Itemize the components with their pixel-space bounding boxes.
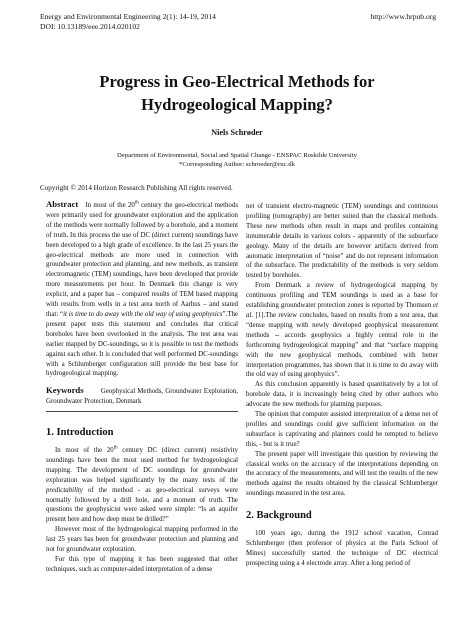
intro-paragraph-2: However most of the hydrogeological mapping performed in the last 25 years has been for groundwater protection and planning and not for groundwater exploration. xyxy=(46,526,238,554)
abstract-quote: it is time to do away with the old way of using geophysics xyxy=(63,310,223,318)
section-heading-background: 2. Background xyxy=(246,510,312,522)
section-heading-introduction: 1. Introduction xyxy=(46,427,114,439)
keywords-paragraph xyxy=(46,386,238,407)
title-line-1: Progress in Geo-Electrical Methods for xyxy=(99,72,375,91)
affiliation-block xyxy=(0,151,474,169)
corresponding-author: *Corresponding Author: schroeder@ruc.dk xyxy=(179,161,295,168)
intro-p1-text-c: of the method - as geo-electrical surveys were normally followed by a drill hole, and a moment of truth. The questions the geophysicist were asked were simple: “Is an aquifer present here and how deep must be drilled?” xyxy=(46,486,238,524)
right-paragraph-4: The opinion that computer assisted interpretation of a dense net of profiles and soundings could give sufficient information on the subsurface is captivating and planners could be tempted to believe this, - but is it true? xyxy=(246,411,438,448)
journal-citation: Energy and Environmental Engineering 2(1): 14-19, 2014 xyxy=(40,12,216,21)
doi: DOI: 10.13189/eee.2014.020102 xyxy=(40,22,140,31)
abstract-text-b: century the geo-electrical methods were primarily used for groundwater exploration and the application of the methods were normally followed by a borehole, and a moment of truth. In this process the use of DC (direct current) soundings have been developed to a high grade of excellence. In the last 25 years the geo-electrical methods are more used in connection with groundwater protection and planning, and new methods, as transient electromagnetic (TEM) soundings, have been developed that provide more measurements per hour. In Denmark this change is very explicit, and a paper has – compared results of TEM based mapping with results from wells in a test area north of Aarhus – and stated that: “ xyxy=(46,202,238,318)
journal-url[interactable]: http://www.hrpub.org xyxy=(370,12,436,21)
right-paragraph-5: The present paper will investigate this question by reviewing the classical works on the accuracy of the interpretations depending on the accuracy of the measurements, and will test the results of the new methods against the results obtained by the classical Schlumberger soundings measured in the test area. xyxy=(246,450,438,498)
background-paragraph-1: 100 years ago, during the 1912 school vacation, Conrad Schlumberger (then professor of physics at the Paris School of Mines) successfully started the technique of DC electrical prospecting using a 4 electrode array. After a long period of xyxy=(246,530,438,567)
intro-p1-text-a: In most of the 20 xyxy=(55,447,114,455)
intro-paragraph-3: For this type of mapping it has been suggested that other techniques, such as computer-aided interpretation of a dense xyxy=(46,556,238,573)
right-p2-emphasis: et al. xyxy=(246,302,438,319)
abstract-paragraph xyxy=(46,200,238,379)
paper-title xyxy=(0,70,474,116)
right-p2-text-b: [1].The review concludes, based on results from a test area, that “dense mapping with newly developed geophysical measurement methods -- accords geophysics a highly central role in the forthcoming hydrogeological mapping” and that “surface mapping with the new geophysical methods, combined with better interpretation programmes, has shown that it is time to do away with the old way of using geophysics”. xyxy=(246,311,438,379)
left-column xyxy=(46,200,238,575)
right-paragraph-1: net of transient electro-magnetic (TEM) soundings and continuous profiling (tomography) are better suited than the classical methods. These new methods often result in maps and profiles containing innumerable details in various colors - apparently of the subsurface geology. Many of the details are however artifacts derived from automatic interpretation of “noise” and do not represent information of the subsurface. The predictability of the methods is very seldom tested by boreholes. xyxy=(246,203,438,280)
right-column xyxy=(246,202,438,569)
keywords-label: Keywords xyxy=(46,385,84,396)
author-name: Niels Schrøder xyxy=(211,128,263,137)
divider xyxy=(46,411,238,412)
right-paragraph-3: As this conclusion apparently is based quantitatively by a lot of borehole data, it is increasingly being cited by other authors who advocate the new methods for planning purposes. xyxy=(246,381,438,409)
affiliation: Department of Environmental, Social and Spatial Change - ENSPAC Roskilde University xyxy=(117,152,357,159)
intro-p1-emphasis: predictability xyxy=(46,486,83,494)
intro-p1-sup: th xyxy=(113,445,118,451)
abstract-label: Abstract xyxy=(46,199,79,209)
abstract-text-a: In most of the 20 xyxy=(85,202,135,209)
abstract-sup: th xyxy=(134,200,139,206)
right-p2-text-a: From Denmark a review of hydrogeological mapping by continuous profiling and TEM soundings is used as a base for establishing groundwater protection zones is reported by Thomsen xyxy=(246,282,438,310)
copyright-notice: Copyright © 2014 Horizon Research Publishing All rights reserved. xyxy=(40,184,233,192)
abstract-text-c: ”.The present paper tests this statement and concludes that critical boreholes have been overlooked in the analysis. The test area was earlier mapped by DC-soundings, so it is possible to test the methods against each other. It is concluded that well performed DC-soundings with a Schlumberger configuration still provide the best base for hydrogeological mapping. xyxy=(46,310,238,378)
keywords-text: Geophysical Methods, Groundwater Exploration, Groundwater Protection, Denmark xyxy=(46,388,239,406)
title-line-2: Hydrogeological Mapping? xyxy=(141,95,333,114)
right-paragraph-2 xyxy=(246,281,438,380)
intro-p1-text-b: century DC (direct current) resistivity soundings have been the most used method for hydrogeological mapping. The development of DC soundings for groundwater exploration was helped significantly by the many tests of the xyxy=(46,447,238,484)
intro-paragraph-1 xyxy=(46,446,238,525)
